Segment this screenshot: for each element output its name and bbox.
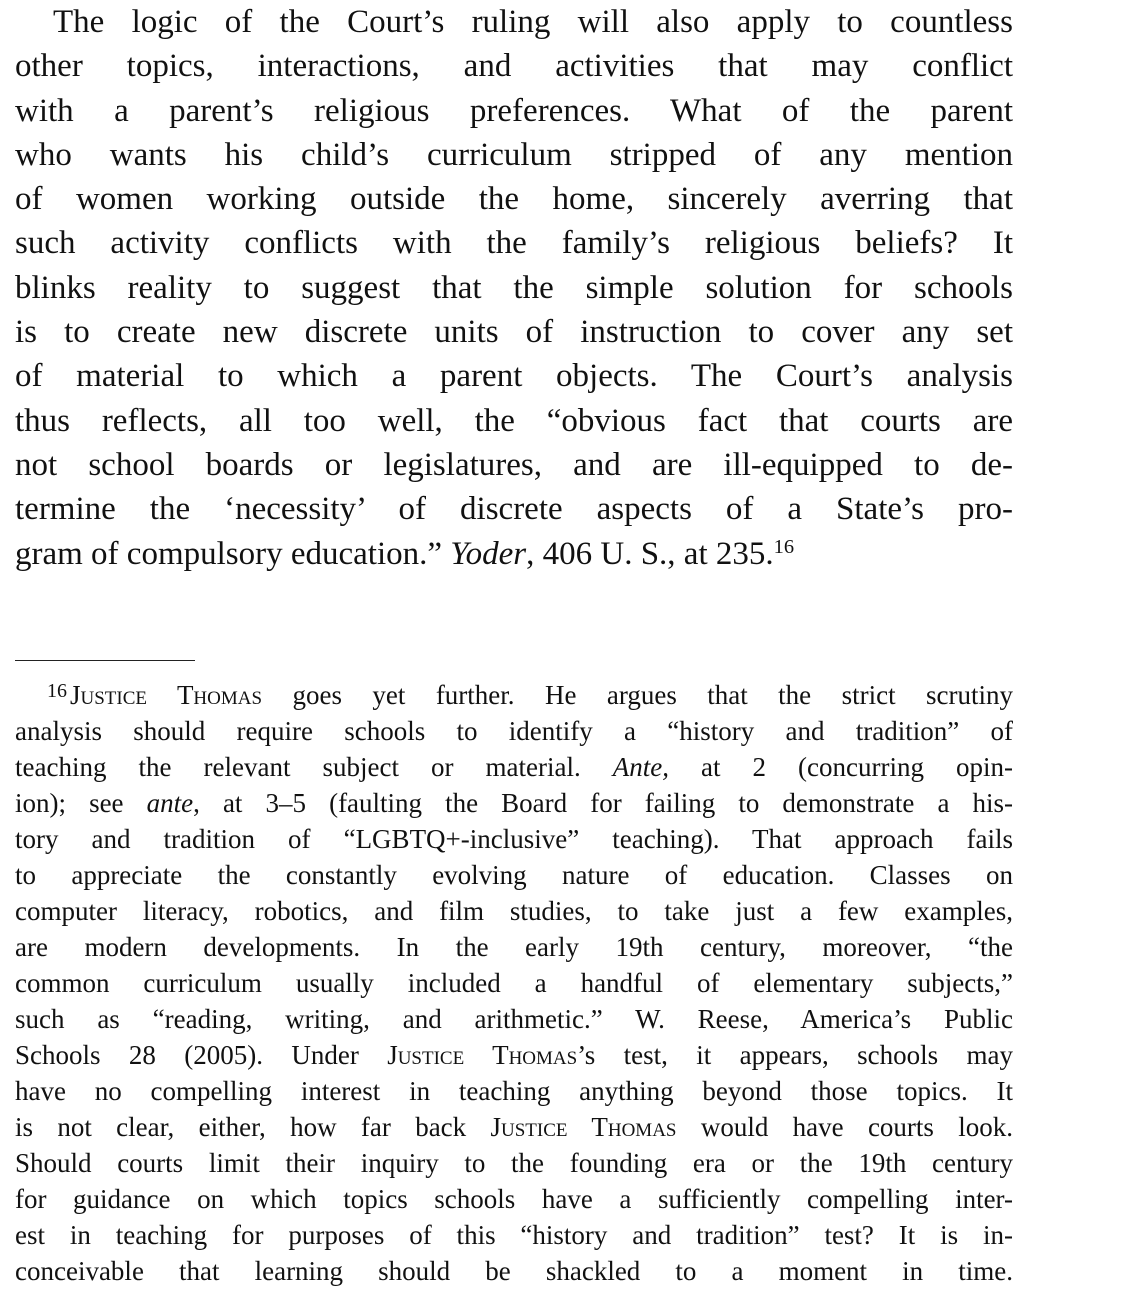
main-line-5: of women working outside the home, sincerely averring that	[15, 181, 1013, 218]
main-line-12: termine the ‘necessity’ of discrete aspects of a State’s pro-	[15, 491, 1013, 528]
footnote-line-5: tory and tradition of “LGBTQ+-inclusive” teaching). That approach fails	[15, 824, 1013, 854]
footnote-line-9: common curriculum usually included a handful of elementary subjects,”	[15, 968, 1013, 998]
footnote-line-4-after: , at 3–5 (faulting the Board for failing to demonstrate a his-	[193, 788, 1013, 818]
footnote-line-13-after: would have courts look.	[676, 1112, 1014, 1142]
footnote-line-15: for guidance on which topics schools have a sufficiently compelling inter-	[15, 1184, 1013, 1214]
footnote-separator-rule	[15, 660, 195, 661]
footnote-line-3-before: teaching the relevant subject or material.	[15, 752, 613, 782]
main-paragraph	[15, 0, 1013, 576]
footnote-line-16: est in teaching for purposes of this “history and tradition” test? It is in-	[15, 1220, 1013, 1250]
opinion-page	[15, 0, 1013, 576]
case-name-yoder: Yoder	[450, 535, 527, 572]
footnote-line-3-after: at 2 (concurring opin-	[668, 752, 1014, 782]
footnote-16	[15, 677, 1013, 1289]
footnote-line-6: to appreciate the constantly evolving nature of education. Classes on	[15, 860, 1013, 890]
footnote-line-11	[15, 1037, 1013, 1073]
main-line-7: blinks reality to suggest that the simple solution for schools	[15, 269, 1013, 306]
main-line-6: such activity conflicts with the family’s religious beliefs? It	[15, 225, 1013, 262]
main-line-8: is to create new discrete units of instruction to cover any set	[15, 314, 1013, 351]
footnote-line-3	[15, 749, 1013, 785]
footnote-line-13-before: is not clear, either, how far back	[15, 1112, 491, 1142]
footnote-line-1	[15, 677, 1013, 713]
footnote-line-2: analysis should require schools to identify a “history and tradition” of	[15, 716, 1013, 746]
justice-name: Justice Thomas	[490, 1112, 677, 1142]
main-line-11: not school boards or legislatures, and are ill-equipped to de-	[15, 446, 1013, 483]
footnote-line-8: are modern developments. In the early 19th century, moreover, “the	[15, 932, 1013, 962]
main-line-13-after: , 406 U. S., at 235.	[526, 535, 774, 572]
footnote-reference[interactable]: 16	[773, 535, 795, 558]
main-line-1: The logic of the Court’s ruling will also apply to countless	[53, 4, 1013, 40]
citation-ante-2: ante	[146, 788, 194, 818]
main-line-13	[15, 532, 1013, 576]
footnote-line-17: conceivable that learning should be shackled to a moment in time.	[15, 1256, 1013, 1286]
main-line-3: with a parent’s religious preferences. What of the parent	[15, 92, 1013, 129]
footnote-line-7: computer literacy, robotics, and film studies, to take just a few examples,	[15, 896, 1013, 926]
justice-name: Justice Thomas	[387, 1040, 578, 1070]
footnote-line-4	[15, 785, 1013, 821]
citation-ante-1: Ante,	[612, 752, 669, 782]
footnote-line-11-before: Schools 28 (2005). Under	[15, 1040, 388, 1070]
justice-name: Justice Thomas	[70, 680, 263, 710]
footnote-line-14: Should courts limit their inquiry to the founding era or the 19th century	[15, 1148, 1013, 1178]
footnote-line-12: have no compelling interest in teaching anything beyond those topics. It	[15, 1076, 1013, 1106]
footnote-number: 16	[47, 680, 67, 702]
footnote-line-4-before: ion); see	[15, 788, 147, 818]
footnote-line-13	[15, 1109, 1013, 1145]
main-line-2: other topics, interactions, and activities that may conflict	[15, 48, 1013, 85]
footnote-line-10: such as “reading, writing, and arithmetic.” W. Reese, America’s Public	[15, 1004, 1013, 1034]
main-line-10: thus reflects, all too well, the “obvious fact that courts are	[15, 402, 1013, 439]
main-line-9: of material to which a parent objects. The Court’s analysis	[15, 358, 1013, 395]
footnote-line-1-rest: goes yet further. He argues that the strict scrutiny	[262, 680, 1013, 710]
footnote-line-11-after: ’s test, it appears, schools may	[577, 1040, 1014, 1070]
main-line-4: who wants his child’s curriculum stripped of any mention	[15, 136, 1013, 173]
main-line-13-before: gram of compulsory education.”	[15, 535, 451, 572]
